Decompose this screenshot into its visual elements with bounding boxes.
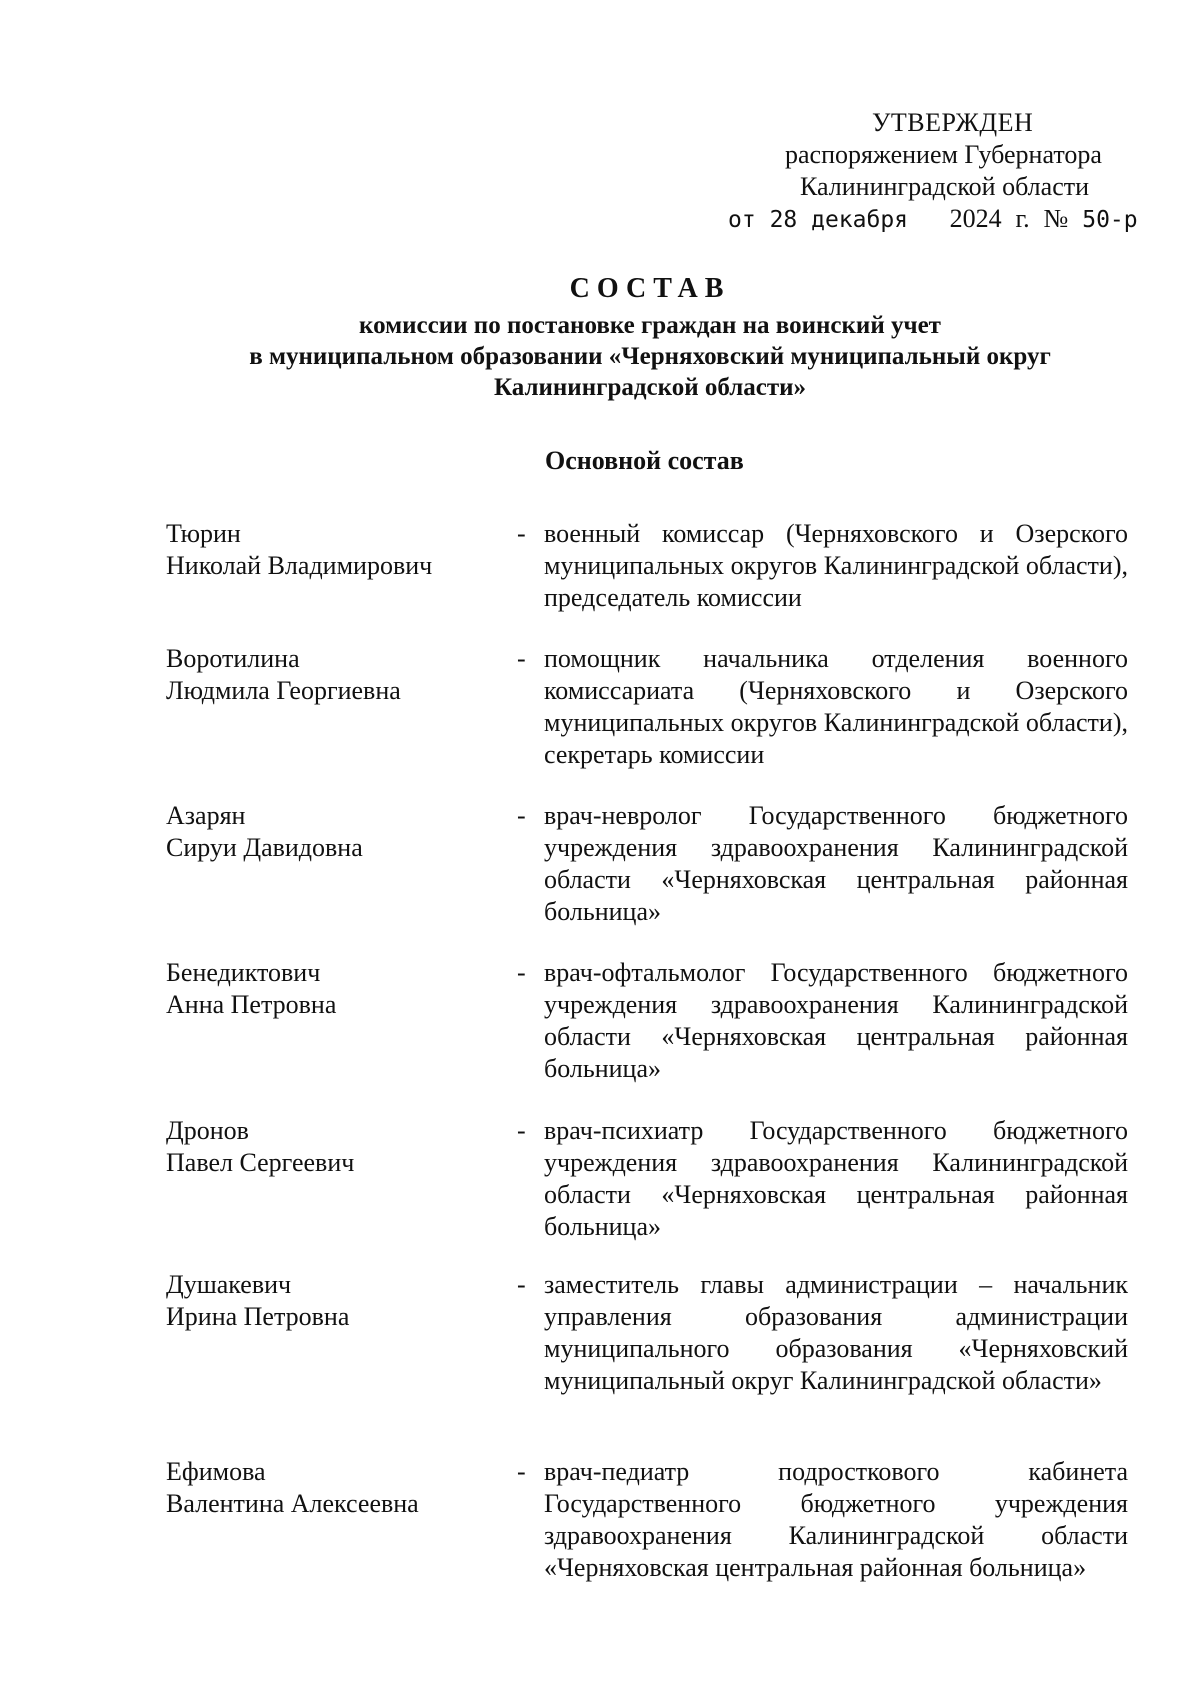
member-surname: Бенедиктович: [166, 958, 321, 987]
member-dash: -: [517, 644, 526, 673]
subtitle-line-2: в муниципальном образовании «Черняховский муниципальный округ: [249, 343, 1051, 370]
member-given-names: Ирина Петровна: [166, 1302, 350, 1331]
subtitle-line-3: Калининградской области»: [493, 374, 807, 401]
member-dash: -: [517, 1116, 526, 1145]
member-surname: Воротилина: [166, 644, 300, 673]
member-given-names: Анна Петровна: [166, 990, 337, 1019]
approval-title: УТВЕРЖДЕН: [872, 108, 1034, 137]
section-heading: Основной состав: [545, 446, 744, 475]
member-name: [166, 957, 506, 1021]
member-role: помощник начальника отделения военного комиссариата (Черняховского и Озерского муниципальных округов Калининградской области), секретарь комиссии: [544, 644, 1128, 769]
subtitle-line-1: комиссии по постановке граждан на воинский учет: [359, 312, 941, 339]
number-sign: №: [1043, 204, 1069, 233]
member-given-names: Николай Владимирович: [166, 551, 433, 580]
member-given-names: Сируи Давидовна: [166, 833, 363, 862]
member-role: врач-психиатр Государственного бюджетного учреждения здравоохранения Калининградской области «Черняховская центральная районная больница»: [544, 1116, 1128, 1241]
document-title: СОСТАВ: [569, 273, 731, 304]
member-surname: Тюрин: [166, 519, 241, 548]
member-name: [166, 1115, 506, 1179]
member-name: [166, 1269, 506, 1333]
member-surname: Дронов: [166, 1116, 249, 1145]
member-dash: -: [517, 1457, 526, 1486]
member-name: [166, 518, 506, 582]
member-surname: Ефимова: [166, 1457, 266, 1486]
date-day-month: 28 декабря: [769, 207, 909, 233]
member-given-names: Валентина Алексеевна: [166, 1489, 419, 1518]
document-subtitle: [150, 310, 1150, 403]
member-given-names: Людмила Георгиевна: [166, 676, 401, 705]
document-number: 50-р: [1082, 207, 1138, 233]
member-dash: -: [517, 801, 526, 830]
date-prefix: от: [728, 207, 756, 233]
member-role: врач-офтальмолог Государственного бюджетного учреждения здравоохранения Калининградской области «Черняховская центральная районная больница»: [544, 958, 1128, 1083]
member-role: военный комиссар (Черняховского и Озерского муниципальных округов Калининградской области), председатель комиссии: [544, 519, 1128, 612]
date-year-suffix: г.: [1015, 204, 1030, 233]
member-name: [166, 643, 506, 707]
member-dash: -: [517, 519, 526, 548]
member-name: [166, 800, 506, 864]
member-dash: -: [517, 958, 526, 987]
member-given-names: Павел Сергеевич: [166, 1148, 355, 1177]
date-year: 2024: [949, 204, 1002, 233]
member-role: врач-педиатр подросткового кабинета Государственного бюджетного учреждения здравоохранения Калининградской области «Черняховская центральная районная больница»: [544, 1457, 1128, 1582]
approval-line-2: Калининградской области: [800, 172, 1090, 201]
member-surname: Душакевич: [166, 1270, 292, 1299]
member-surname: Азарян: [166, 801, 246, 830]
approval-date-line: [728, 204, 1138, 235]
member-name: [166, 1456, 506, 1520]
approval-line-1: распоряжением Губернатора: [785, 140, 1102, 169]
member-role: врач-невролог Государственного бюджетного учреждения здравоохранения Калининградской области «Черняховская центральная районная больница»: [544, 801, 1128, 926]
member-role: заместитель главы администрации – начальник управления образования администрации муниципального образования «Черняховский муниципальный округ Калининградской области»: [544, 1270, 1128, 1395]
member-dash: -: [517, 1270, 526, 1299]
